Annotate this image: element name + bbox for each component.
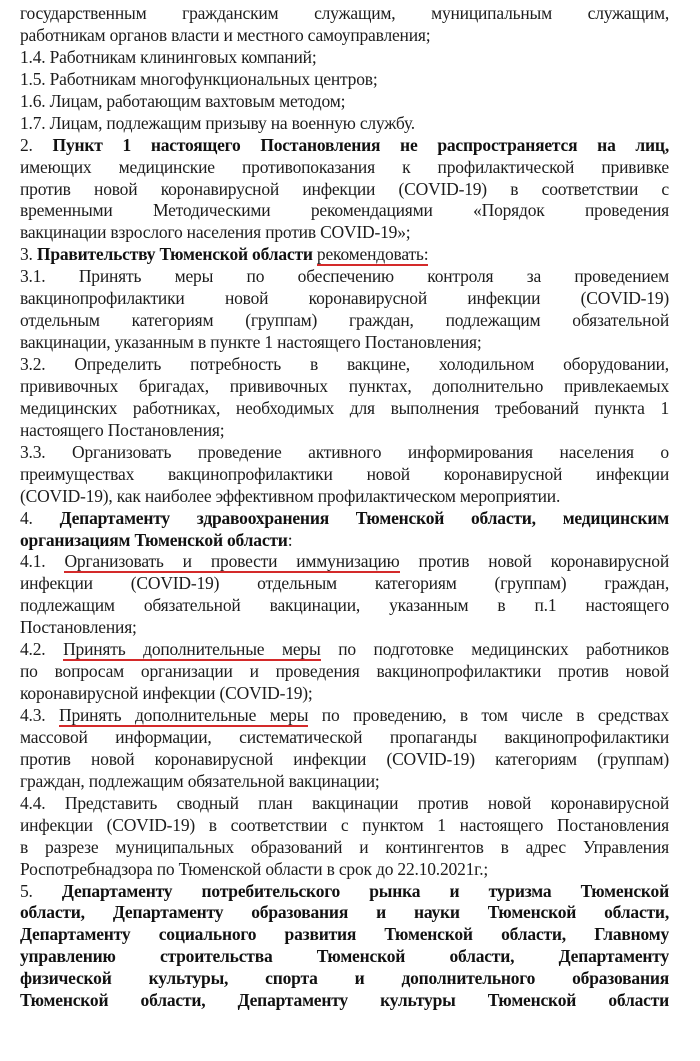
text-segment: Роспотребнадзора по Тюменской области в срок до 22.10.2021г.; — [20, 858, 489, 879]
text-line — [20, 179, 669, 201]
bold-text: Департаменту социального развития Тюменской области, Главному — [20, 924, 669, 945]
text-segment: в разрезе муниципальных образований и контингентов в адрес Управления — [20, 836, 669, 857]
text-segment: настоящего Постановления; — [20, 419, 225, 440]
text-segment: по проведению, в том числе в средствах — [308, 705, 669, 725]
text-segment: инфекции (COVID-19) отдельным категориям (группам) граждан, — [20, 573, 669, 594]
text-line — [20, 200, 669, 222]
text-line — [20, 968, 669, 990]
text-segment: медицинских работниках, необходимых для выполнения требований пункта 1 — [20, 397, 669, 418]
text-segment: против новой коронавирусной — [399, 551, 669, 572]
text-line — [20, 639, 669, 661]
text-line — [20, 113, 669, 135]
bold-text: управлению строительства Тюменской области, Департаменту — [20, 946, 669, 967]
text-segment: 3.2. Определить потребность в вакцине, холодильном оборудовании, — [20, 354, 669, 374]
text-line — [20, 464, 669, 486]
text-segment: работникам органов власти и местного самоуправления; — [20, 24, 431, 45]
text-line — [20, 551, 669, 573]
text-line — [20, 420, 669, 442]
text-segment: 1.5. Работникам многофункциональных центров; — [20, 68, 378, 89]
text-segment: 1.6. Лицам, работающим вахтовым методом; — [20, 90, 346, 111]
text-segment: имеющих медицинские противопоказания к профилактической прививке — [20, 156, 669, 177]
text-line — [20, 47, 669, 69]
text-segment: граждан, подлежащим обязательной вакцинации; — [20, 770, 380, 791]
underlined-phrase: Организовать и провести иммунизацию — [64, 551, 400, 572]
text-segment: массовой информации, систематической пропаганды вакцинопрофилактики — [20, 726, 669, 747]
bold-text: Департаменту здравоохранения Тюменской области, медицинским — [59, 507, 669, 528]
text-segment: по подготовке медицинских работников — [320, 639, 669, 660]
text-line — [20, 288, 669, 310]
text-segment: 3.1. Принять меры по обеспечению контроля за проведением — [20, 266, 669, 287]
text-line — [20, 25, 669, 47]
underlined-phrase: рекомендовать: — [316, 244, 429, 265]
text-line — [20, 705, 669, 727]
text-segment: 3.3. Организовать проведение активного информирования населения о — [20, 441, 669, 462]
text-line — [20, 135, 669, 157]
text-segment: (COVID-19), как наиболее эффективном профилактическом мероприятии. — [20, 485, 561, 506]
text-segment: 4.4. Представить сводный план вакцинации против новой коронавирусной — [20, 792, 669, 813]
text-segment: по вопросам организации и проведения вакцинопрофилактики против новой — [20, 661, 669, 682]
bold-text: Департаменту потребительского рынка и туризма Тюменской — [61, 880, 669, 901]
text-line — [20, 91, 669, 113]
text-line — [20, 573, 669, 595]
text-line — [20, 727, 669, 749]
bold-text: области, Департаменту образования и науки Тюменской области, — [20, 902, 669, 923]
text-line — [20, 859, 669, 881]
text-segment: вакцинации, указанным в пункте 1 настоящего Постановления; — [20, 332, 482, 353]
text-segment: 5. — [20, 880, 62, 901]
underlined-phrase: Принять дополнительные меры — [63, 639, 321, 660]
text-segment: против новой коронавирусной инфекции (COVID-19) категориям (группам) — [20, 748, 669, 769]
text-segment: вакцинопрофилактики новой коронавирусной инфекции (COVID-19) — [20, 288, 669, 309]
text-line — [20, 266, 669, 288]
text-segment: государственным гражданским служащим, муниципальным служащим, — [20, 3, 669, 23]
text-segment: коронавирусной инфекции (COVID-19); — [20, 683, 313, 704]
text-segment: подлежащим обязательной вакцинации, указанным в п.1 настоящего — [20, 595, 669, 616]
text-segment: 4.1. — [20, 551, 65, 572]
text-line — [20, 661, 669, 683]
bold-text: физической культуры, спорта и дополнительного образования — [20, 968, 669, 989]
text-segment: 4.2. — [20, 639, 64, 660]
text-line — [20, 508, 669, 530]
text-line — [20, 222, 669, 244]
text-line — [20, 332, 669, 354]
text-line — [20, 244, 669, 266]
text-line — [20, 837, 669, 859]
document-page — [20, 3, 669, 1012]
text-line — [20, 771, 669, 793]
text-line — [20, 157, 669, 179]
text-segment: против новой коронавирусной инфекции (COVID-19) в соответствии с — [20, 178, 669, 199]
bold-text: Тюменской области, Департаменту культуры Тюменской области — [20, 990, 669, 1011]
text-line — [20, 815, 669, 837]
text-line — [20, 793, 669, 815]
text-line — [20, 398, 669, 420]
bold-text: Правительству Тюменской области — [36, 244, 317, 265]
text-line — [20, 595, 669, 617]
text-segment: временными Методическими рекомендациями «Порядок проведения — [20, 200, 669, 221]
text-line — [20, 69, 669, 91]
text-line — [20, 310, 669, 332]
text-segment: Постановления; — [20, 617, 137, 638]
text-line — [20, 749, 669, 771]
text-segment: : — [287, 529, 293, 550]
text-segment: 1.7. Лицам, подлежащим призыву на военную службу. — [20, 112, 415, 133]
text-line — [20, 486, 669, 508]
text-line — [20, 946, 669, 968]
text-segment: прививочных бригадах, прививочных пунктах, дополнительно привлекаемых — [20, 375, 669, 396]
text-line — [20, 990, 669, 1012]
text-line — [20, 683, 669, 705]
text-line — [20, 376, 669, 398]
text-line — [20, 924, 669, 946]
text-segment: 1.4. Работникам клининговых компаний; — [20, 46, 317, 67]
text-segment: преимуществах вакцинопрофилактики новой коронавирусной инфекции — [20, 463, 669, 484]
text-segment: 4. — [20, 507, 60, 528]
text-segment: 2. — [20, 134, 53, 155]
text-line — [20, 354, 669, 376]
text-segment: вакцинации взрослого населения против COVID-19»; — [20, 222, 411, 243]
text-segment: отдельным категориям (группам) граждан, подлежащим обязательной — [20, 310, 669, 331]
underlined-phrase: Принять дополнительные меры — [59, 705, 309, 725]
text-line — [20, 3, 669, 25]
text-segment: 4.3. — [20, 705, 59, 725]
bold-text: организациям Тюменской области — [20, 529, 288, 550]
text-segment: 3. — [20, 244, 37, 265]
text-line — [20, 881, 669, 903]
text-segment: инфекции (COVID-19) в соответствии с пунктом 1 настоящего Постановления — [20, 814, 669, 835]
text-line — [20, 442, 669, 464]
text-line — [20, 530, 669, 552]
text-line — [20, 902, 669, 924]
text-line — [20, 617, 669, 639]
bold-text: Пункт 1 настоящего Постановления не распространяется на лиц, — [52, 134, 669, 155]
